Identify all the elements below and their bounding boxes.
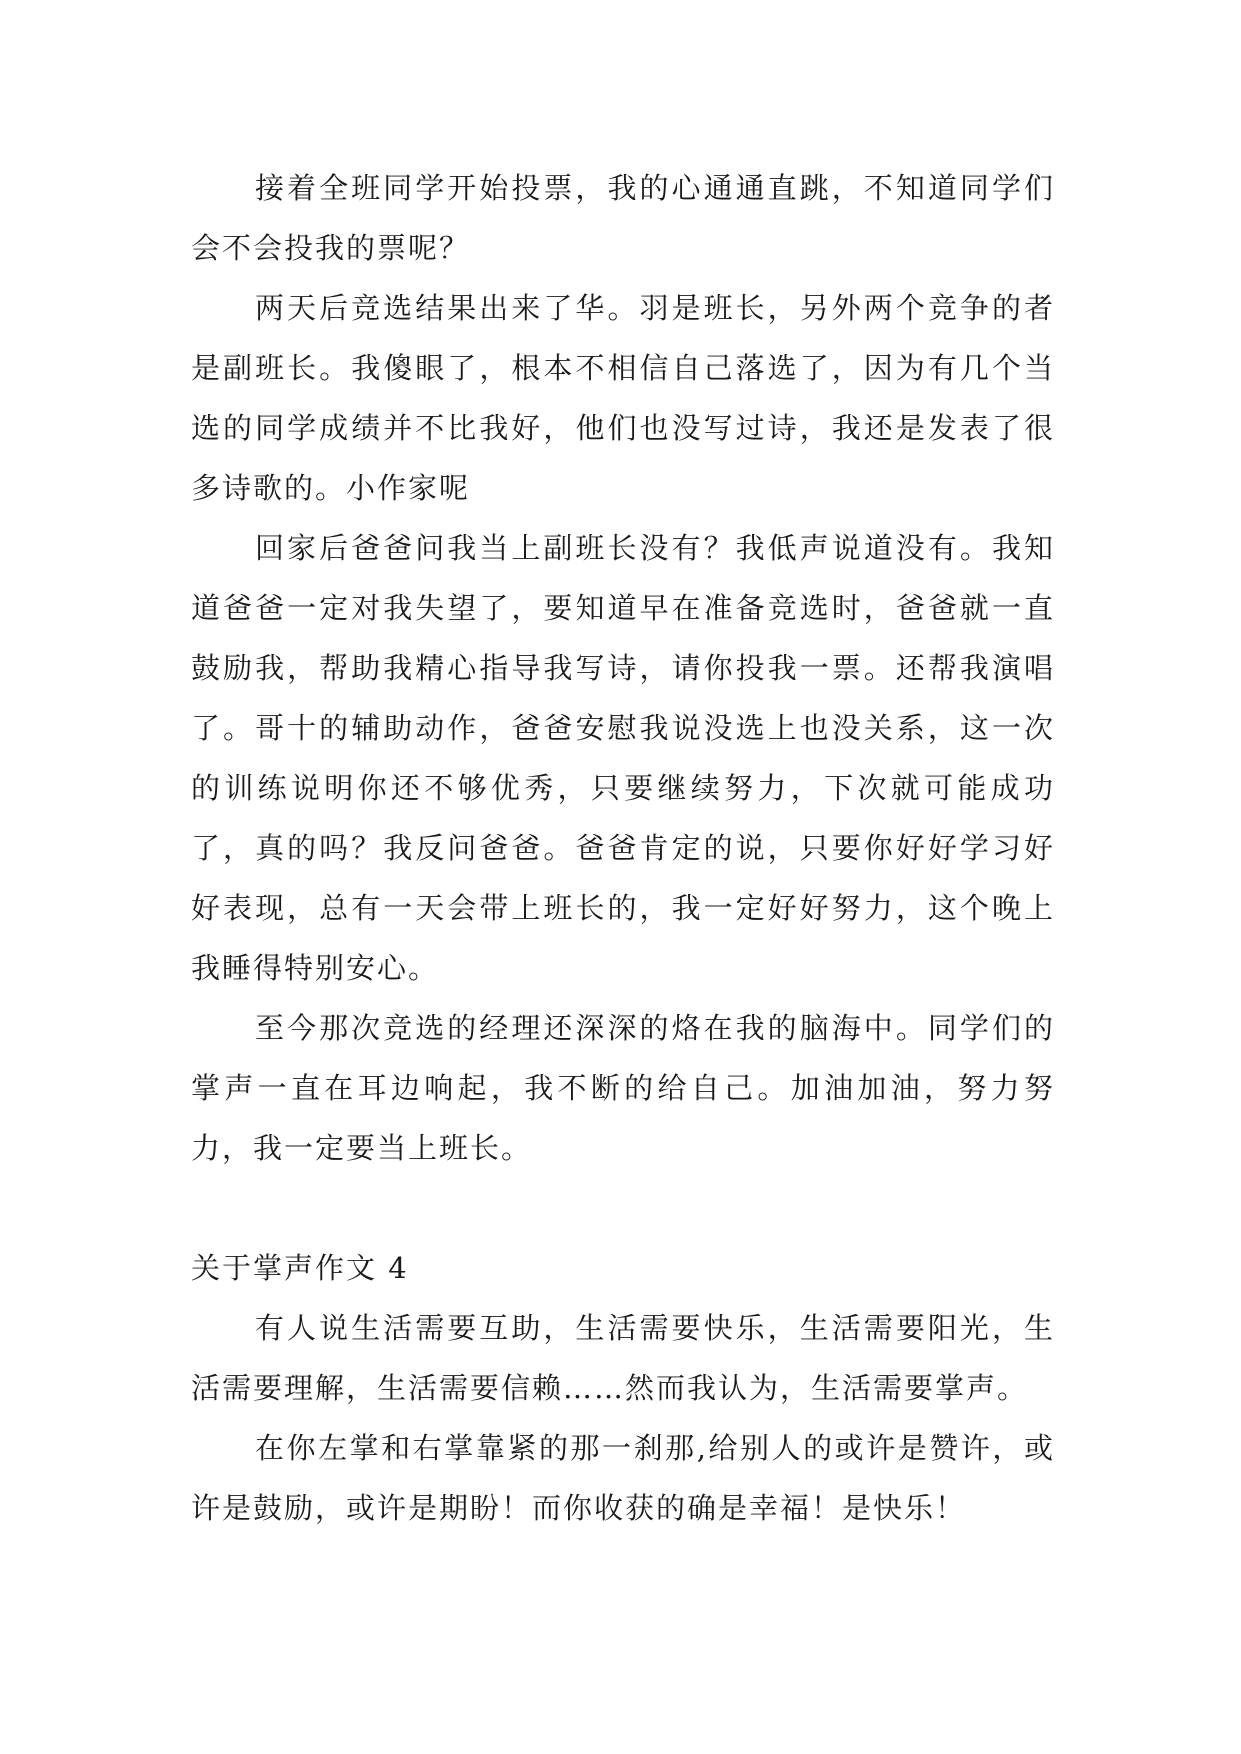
section-title: 关于掌声作文 4: [191, 1251, 409, 1285]
paragraph-memory: 至今那次竞选的经理还深深的烙在我的脑海中。同学们的掌声一直在耳边响起，我不断的给自己。加油加油，努力努力，我一定要当上班长。: [191, 1011, 1055, 1165]
paragraph-life-needs: 有人说生活需要互助，生活需要快乐，生活需要阳光，生活需要理解，生活需要信赖……然而我认为，生活需要掌声。: [191, 1311, 1055, 1405]
paragraph-election-result: 两天后竞选结果出来了华。羽是班长，另外两个竞争的者是副班长。我傻眼了，根本不相信自己落选了，因为有几个当选的同学成绩并不比我好，他们也没写过诗，我还是发表了很多诗歌的。小作家呢: [191, 291, 1055, 505]
document-body: [191, 158, 1055, 1538]
section-spacer: [191, 1178, 1055, 1238]
paragraph-voting: 接着全班同学开始投票，我的心通通直跳，不知道同学们会不会投我的票呢？: [191, 171, 1055, 265]
paragraph-applause-moment: 在你左掌和右掌靠紧的那一刹那,给别人的或许是赞许，或许是鼓励，或许是期盼！而你收获的确是幸福！是快乐！: [191, 1431, 1055, 1525]
paragraph-father-talk: 回家后爸爸问我当上副班长没有？我低声说道没有。我知道爸爸一定对我失望了，要知道早在准备竞选时，爸爸就一直鼓励我，帮助我精心指导我写诗，请你投我一票。还帮我演唱了。哥十的辅助动作，爸爸安慰我说没选上也没关系，这一次的训练说明你还不够优秀，只要继续努力，下次就可能成功了，真的吗？我反问爸爸。爸爸肯定的说，只要你好好学习好好表现，总有一天会带上班长的，我一定好好努力，这个晚上我睡得特别安心。: [191, 531, 1055, 985]
